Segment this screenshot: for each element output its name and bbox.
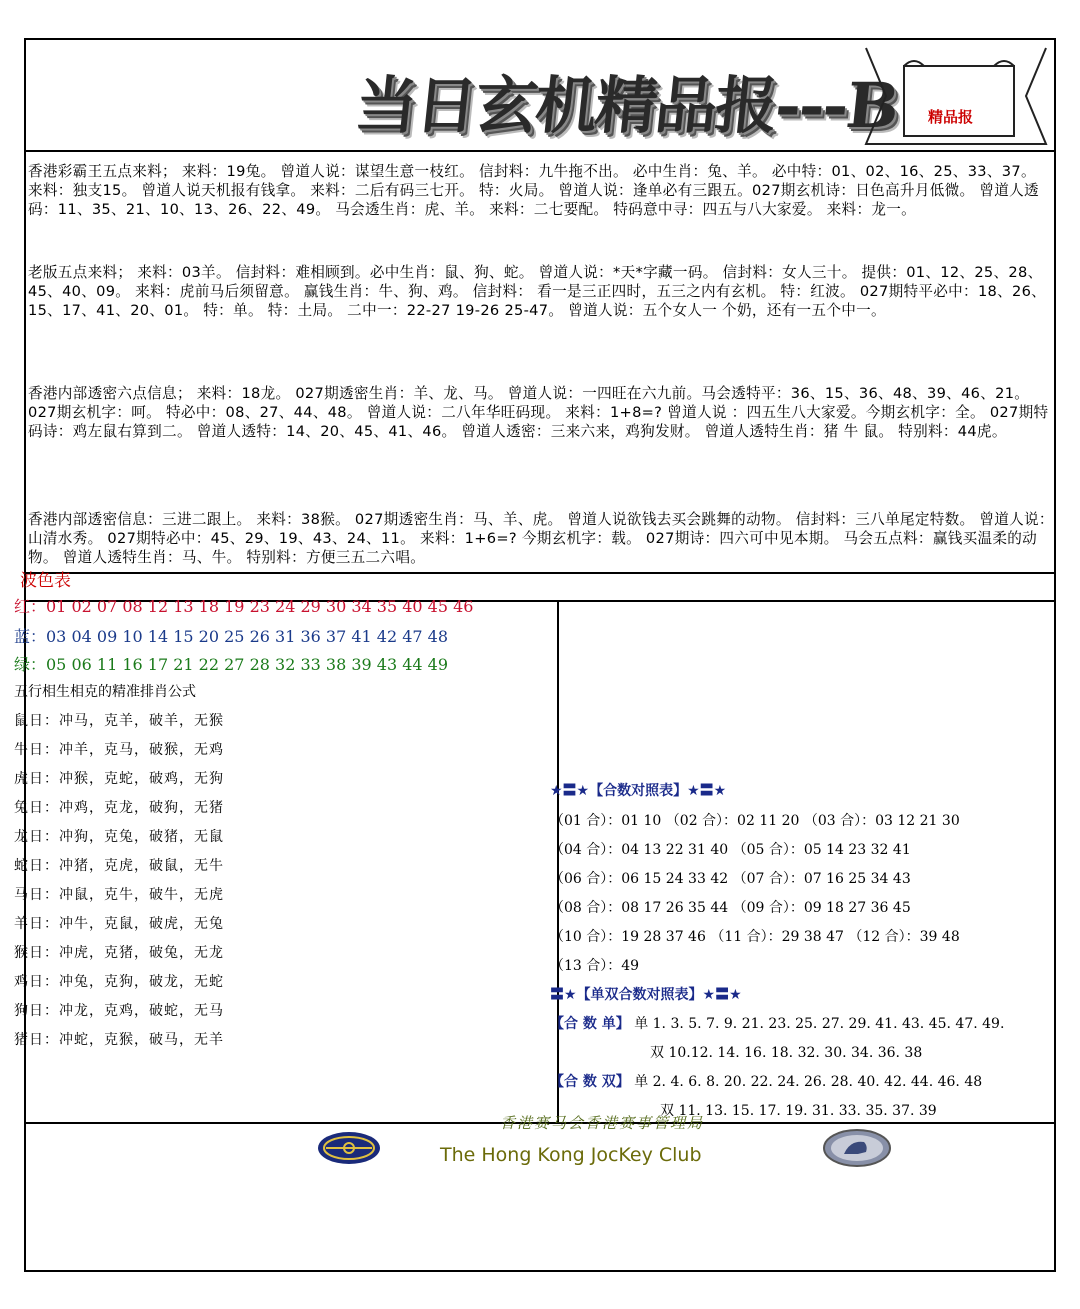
column-divider	[557, 602, 559, 1124]
heshu-shuang-row	[550, 1071, 982, 1091]
heshu-dan-row	[550, 1013, 1004, 1033]
heshu-shuang-values: 单 2. 4. 6. 8. 20. 22. 24. 26. 28. 40. 42. 44. 46. 48	[634, 1074, 983, 1090]
wuxing-row: 羊日：冲牛，克鼠，破虎，无兔	[14, 916, 224, 932]
wuxing-row: 马日：冲鼠，克牛，破牛，无虎	[14, 887, 224, 903]
heshu-row: （04 合）：04 13 22 31 40 （05 合）：05 14 23 32 41	[550, 842, 911, 858]
red-numbers: 红：01 02 07 08 12 13 18 19 23 24 29 30 34 35 40 45 46	[14, 597, 474, 616]
footer-chinese-name: 香港赛马会香港赛事管理局	[500, 1114, 705, 1132]
heshu-row: （10 合）：19 28 37 46 （11 合）：29 38 47 （12 合）：39 48	[550, 929, 960, 945]
wuxing-row: 鼠日：冲马，克羊，破羊，无猴	[14, 713, 224, 729]
wuxing-row: 猴日：冲虎，克猪，破兔，无龙	[14, 945, 224, 961]
ribbon-banner-icon	[856, 46, 1052, 146]
heshu-dan-row2: 双 10.12. 14. 16. 18. 32. 30. 34. 36. 38	[650, 1045, 923, 1061]
paragraph: 香港彩霸王五点来料； 来料：19兔。 曾道人说：谋望生意一枝红。 信封料：九牛拖不出。 必中生肖：兔、羊。 必中特：01、02、16、25、33、37。 来料：独支15。 曾道人说天机报有钱拿。 来料：二后有码三七开。 特：火局。 曾道人说：逢单必有三跟五。027期玄机诗：日色高升月低微。 曾道人透码：11、35、21、10、13、26、22、49。 马会透生肖：虎、羊。 来料：二七要配。 特码意中寻：四五与八大家爱。 来料：龙一。	[28, 163, 1039, 218]
heshu-shuang-row2: 双 11. 13. 15. 17. 19. 31. 33. 35. 37. 39	[660, 1103, 937, 1119]
green-numbers: 绿：05 06 11 16 17 21 22 27 28 32 33 38 39 43 44 49	[14, 655, 449, 674]
footer-english-name: The Hong Kong JocKey Club	[440, 1144, 702, 1166]
badge-label: 精品报	[928, 108, 974, 126]
wuxing-title: 五行相生相克的精准排肖公式	[14, 684, 196, 700]
paragraph: 老版五点来料； 来料：03羊。 信封料：难相顾到。必中生肖：鼠、狗、蛇。 曾道人说：*天*字藏一码。 信封料：女人三十。 提供：01、12、25、28、45、40、09。 来料：虎前马后须留意。 赢钱生肖：牛、狗、鸡。 信封料： 看一是三正四时，五三之内有玄机。 特：红波。 027期特平必中：18、26、15、17、41、20、01。 特：单。 特：土局。 二中一：22-27 19-26 25-47。 曾道人说：五个女人一 个奶，还有一五个中一。	[28, 264, 1047, 319]
wuxing-row: 虎日：冲猴，克蛇，破鸡，无狗	[14, 771, 224, 787]
heshu-row: （01 合）：01 10 （02 合）：02 11 20 （03 合）：03 12 21 30	[550, 813, 960, 829]
divider	[26, 572, 1054, 574]
wuxing-row: 鸡日：冲兔，克狗，破龙，无蛇	[14, 974, 224, 990]
dan-shuang-title: 〓★【单双合数对照表】★〓★	[550, 987, 742, 1003]
heshu-row: （13 合）：49	[550, 958, 640, 974]
jockey-club-emblem-icon	[316, 1130, 382, 1166]
blue-numbers: 蓝：03 04 09 10 14 15 20 25 26 31 36 37 41 42 47 48	[14, 627, 449, 646]
bose-title: 波色表	[20, 571, 71, 591]
heshu-row: （08 合）：08 17 26 35 44 （09 合）：09 18 27 36 45	[550, 900, 911, 916]
paragraph: 香港内部透密六点信息； 来料：18龙。 027期透密生肖：羊、龙、马。 曾道人说：一四旺在六九前。马会透特平：36、15、36、48、39、46、21。 027期玄机字：呵。 特必中：08、27、44、48。 曾道人说：二八年华旺码现。 来料：1+8=? 曾道人说 ：四五生八大家爱。今期玄机字：全。 027期特码诗：鸡左鼠右算到二。 曾道人透特：14、20、45、41、46。 曾道人透密：三来六来，鸡狗发财。 曾道人透特生肖：猪 牛 鼠。 特别料：44虎。	[28, 385, 1049, 440]
horse-head-emblem-icon	[822, 1128, 892, 1168]
wuxing-row: 猪日：冲蛇，克猴，破马，无羊	[14, 1032, 224, 1048]
heshu-dan-label: 【合 数 单】	[550, 1016, 630, 1032]
heshu-title: ★〓★【合数对照表】★〓★	[550, 783, 727, 799]
wuxing-row: 狗日：冲龙，克鸡，破蛇，无马	[14, 1003, 224, 1019]
page-title: 当日玄机精品报---B	[351, 69, 901, 142]
wuxing-row: 牛日：冲羊，克马，破猴，无鸡	[14, 742, 224, 758]
header	[26, 40, 1054, 152]
heshu-shuang-label: 【合 数 双】	[550, 1074, 630, 1090]
heshu-row: （06 合）：06 15 24 33 42 （07 合）：07 16 25 34 43	[550, 871, 911, 887]
paragraph: 香港内部透密信息：三进二跟上。 来料：38猴。 027期透密生肖：马、羊、虎。 曾道人说欲钱去买会跳舞的动物。 信封料：三八单尾定特数。 曾道人说：山清水秀。 027期特必中：45、29、19、43、24、11。 来料：1+6=? 今期玄机字：载。 027期诗：四六可中见本期。 马会五点料：赢钱买温柔的动物。 曾道人透特生肖：马、牛。 特别料：方便三五二六唱。	[28, 511, 1054, 566]
heshu-dan-values: 单 1. 3. 5. 7. 9. 21. 23. 25. 27. 29. 41. 43. 45. 47. 49.	[634, 1016, 1005, 1032]
wuxing-row: 兔日：冲鸡，克龙，破狗，无猪	[14, 800, 224, 816]
wuxing-row: 蛇日：冲猪，克虎，破鼠，无牛	[14, 858, 224, 874]
wuxing-row: 龙日：冲狗，克兔，破猪，无鼠	[14, 829, 224, 845]
